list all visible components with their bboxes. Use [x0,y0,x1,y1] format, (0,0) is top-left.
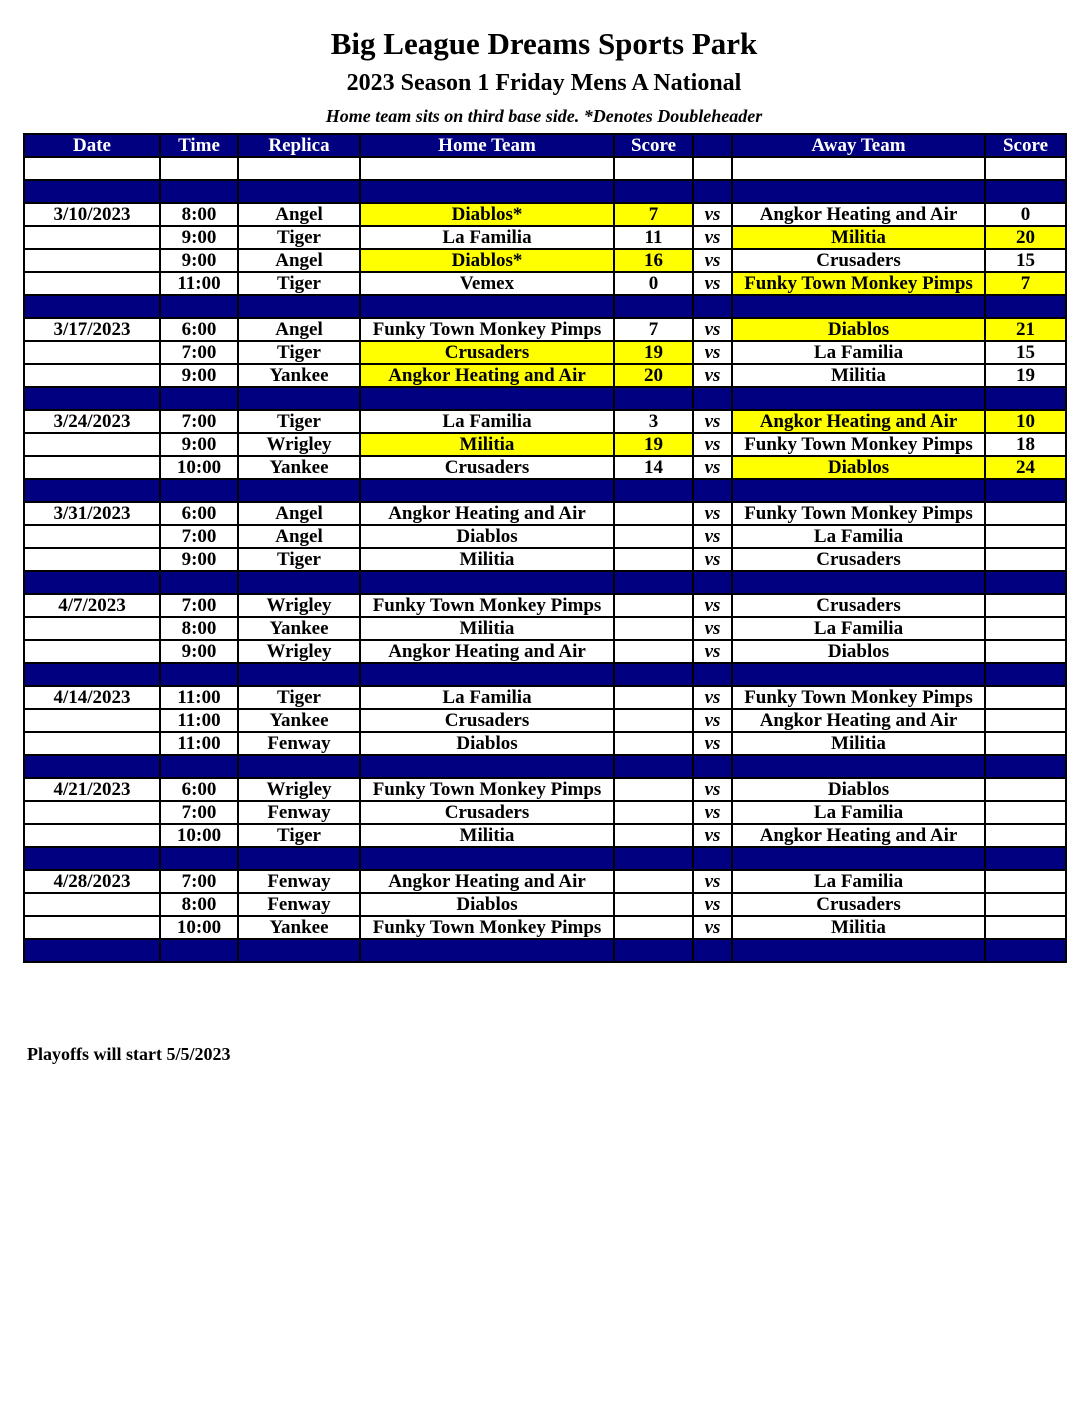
game-row [24,456,1066,479]
vs-cell: vs [693,249,732,272]
away-score-cell [985,617,1066,640]
vs-cell: vs [693,870,732,893]
away-team-cell: La Familia [732,801,985,824]
time-cell: 9:00 [160,226,238,249]
playoffs-note: Playoffs will start 5/5/2023 [27,1044,231,1064]
game-row [24,364,1066,387]
game-row [24,801,1066,824]
vs-cell: vs [693,709,732,732]
home-team-cell: Militia [360,824,614,847]
vs-cell: vs [693,617,732,640]
time-cell: 10:00 [160,824,238,847]
home-score-cell: 20 [614,364,693,387]
home-team-cell: Funky Town Monkey Pimps [360,594,614,617]
vs-cell: vs [693,502,732,525]
home-team-cell: Angkor Heating and Air [360,502,614,525]
home-team-cell: Diablos* [360,203,614,226]
doubleheader-note: Home team sits on third base side. *Denotes Doubleheader [325,106,763,126]
replica-cell: Angel [238,203,360,226]
game-row [24,824,1066,847]
away-score-cell [985,870,1066,893]
time-cell: 8:00 [160,203,238,226]
away-team-cell: Diablos [732,318,985,341]
home-score-cell [614,824,693,847]
game-row [24,870,1066,893]
vs-cell: vs [693,824,732,847]
date-cell [24,364,160,387]
time-cell: 6:00 [160,502,238,525]
game-row [24,732,1066,755]
time-cell: 9:00 [160,433,238,456]
home-team-cell: Angkor Heating and Air [360,640,614,663]
away-score-cell: 20 [985,226,1066,249]
replica-cell: Tiger [238,548,360,571]
away-score-cell: 15 [985,249,1066,272]
away-team-cell: Crusaders [732,893,985,916]
game-row [24,594,1066,617]
game-row [24,548,1066,571]
away-team-cell: Militia [732,226,985,249]
vs-cell: vs [693,525,732,548]
replica-header: Replica [238,134,360,157]
date-cell: 4/14/2023 [24,686,160,709]
week-separator-row [24,847,1066,870]
date-cell [24,525,160,548]
date-cell [24,249,160,272]
date-cell: 3/24/2023 [24,410,160,433]
home-score-cell: 7 [614,203,693,226]
away-score-cell [985,916,1066,939]
home-team-cell: Militia [360,548,614,571]
vs-cell: vs [693,410,732,433]
away-team-cell: Crusaders [732,594,985,617]
date-cell [24,824,160,847]
home-score-cell [614,916,693,939]
week-separator-row [24,755,1066,778]
vs-cell: vs [693,364,732,387]
vs-cell: vs [693,548,732,571]
away-score-cell: 7 [985,272,1066,295]
away-score-cell [985,732,1066,755]
replica-cell: Tiger [238,226,360,249]
home-score-cell: 0 [614,272,693,295]
time-cell: 11:00 [160,686,238,709]
date-cell [24,732,160,755]
home-team-cell: La Familia [360,686,614,709]
time-cell: 11:00 [160,272,238,295]
game-row [24,203,1066,226]
home-team-cell: Funky Town Monkey Pimps [360,916,614,939]
home-team-cell: Funky Town Monkey Pimps [360,318,614,341]
home-team-cell: La Familia [360,410,614,433]
home-team-cell: Angkor Heating and Air [360,870,614,893]
away-score-cell: 24 [985,456,1066,479]
vs-cell: vs [693,640,732,663]
date-cell: 4/7/2023 [24,594,160,617]
home-score-cell: 7 [614,318,693,341]
away-score-cell [985,548,1066,571]
date-cell [24,801,160,824]
replica-cell: Fenway [238,801,360,824]
home-score-cell [614,686,693,709]
away-score-header: Score [985,134,1066,157]
time-cell: 9:00 [160,364,238,387]
home-score-cell: 3 [614,410,693,433]
home-team-header: Home Team [360,134,614,157]
replica-cell: Angel [238,318,360,341]
time-cell: 6:00 [160,318,238,341]
away-score-cell: 21 [985,318,1066,341]
date-cell [24,617,160,640]
replica-cell: Yankee [238,617,360,640]
vs-header [693,134,732,157]
away-team-cell: Funky Town Monkey Pimps [732,272,985,295]
date-cell [24,893,160,916]
away-team-cell: La Familia [732,617,985,640]
away-score-cell [985,709,1066,732]
home-score-header: Score [614,134,693,157]
game-row [24,272,1066,295]
date-cell [24,433,160,456]
home-team-cell: Crusaders [360,341,614,364]
away-score-cell [985,824,1066,847]
away-team-cell: Militia [732,916,985,939]
replica-cell: Angel [238,249,360,272]
date-cell [24,456,160,479]
replica-cell: Yankee [238,916,360,939]
home-score-cell: 11 [614,226,693,249]
home-team-cell: Funky Town Monkey Pimps [360,778,614,801]
vs-cell: vs [693,893,732,916]
replica-cell: Wrigley [238,433,360,456]
time-header: Time [160,134,238,157]
replica-cell: Angel [238,502,360,525]
time-cell: 9:00 [160,249,238,272]
week-separator-row [24,663,1066,686]
time-cell: 9:00 [160,548,238,571]
vs-cell: vs [693,594,732,617]
date-cell: 4/21/2023 [24,778,160,801]
game-row [24,318,1066,341]
home-team-cell: Angkor Heating and Air [360,364,614,387]
time-cell: 9:00 [160,640,238,663]
away-team-cell: Funky Town Monkey Pimps [732,433,985,456]
vs-cell: vs [693,916,732,939]
home-score-cell: 16 [614,249,693,272]
game-row [24,410,1066,433]
away-team-cell: Angkor Heating and Air [732,203,985,226]
home-team-cell: Diablos [360,893,614,916]
week-separator-row [24,939,1066,962]
date-cell: 4/28/2023 [24,870,160,893]
home-team-cell: Vemex [360,272,614,295]
page-title: Big League Dreams Sports Park [330,26,758,61]
away-team-cell: Angkor Heating and Air [732,410,985,433]
replica-cell: Fenway [238,732,360,755]
away-score-cell [985,502,1066,525]
home-score-cell: 19 [614,433,693,456]
away-team-header: Away Team [732,134,985,157]
replica-cell: Tiger [238,824,360,847]
time-cell: 7:00 [160,801,238,824]
time-cell: 7:00 [160,870,238,893]
replica-cell: Tiger [238,410,360,433]
away-score-cell [985,893,1066,916]
home-score-cell [614,870,693,893]
time-cell: 7:00 [160,341,238,364]
replica-cell: Fenway [238,893,360,916]
away-team-cell: La Familia [732,870,985,893]
home-score-cell [614,732,693,755]
schedule-table [23,133,1067,963]
home-team-cell: Militia [360,433,614,456]
home-score-cell [614,617,693,640]
home-score-cell [614,548,693,571]
time-cell: 11:00 [160,709,238,732]
time-cell: 10:00 [160,916,238,939]
game-row [24,249,1066,272]
replica-cell: Wrigley [238,594,360,617]
away-score-cell: 0 [985,203,1066,226]
replica-cell: Fenway [238,870,360,893]
date-cell [24,548,160,571]
vs-cell: vs [693,732,732,755]
away-team-cell: Diablos [732,640,985,663]
time-cell: 7:00 [160,410,238,433]
date-cell: 3/10/2023 [24,203,160,226]
home-score-cell [614,801,693,824]
away-team-cell: Crusaders [732,548,985,571]
replica-cell: Yankee [238,709,360,732]
home-team-cell: Crusaders [360,456,614,479]
vs-cell: vs [693,686,732,709]
page-subtitle: 2023 Season 1 Friday Mens A National [346,70,742,96]
game-row [24,893,1066,916]
away-team-cell: Diablos [732,456,985,479]
vs-cell: vs [693,341,732,364]
vs-cell: vs [693,456,732,479]
home-score-cell: 19 [614,341,693,364]
time-cell: 11:00 [160,732,238,755]
away-score-cell: 18 [985,433,1066,456]
away-score-cell [985,686,1066,709]
week-separator-row [24,479,1066,502]
game-row [24,640,1066,663]
away-team-cell: La Familia [732,525,985,548]
date-cell: 3/31/2023 [24,502,160,525]
vs-cell: vs [693,203,732,226]
week-separator-row [24,180,1066,203]
game-row [24,778,1066,801]
home-score-cell [614,893,693,916]
away-team-cell: Militia [732,364,985,387]
away-score-cell [985,594,1066,617]
replica-cell: Tiger [238,272,360,295]
date-cell [24,226,160,249]
date-cell [24,341,160,364]
replica-cell: Yankee [238,364,360,387]
away-score-cell: 10 [985,410,1066,433]
away-team-cell: Funky Town Monkey Pimps [732,502,985,525]
replica-cell: Wrigley [238,778,360,801]
home-score-cell [614,525,693,548]
home-team-cell: Diablos* [360,249,614,272]
game-row [24,617,1066,640]
game-row [24,525,1066,548]
date-cell: 3/17/2023 [24,318,160,341]
week-separator-row [24,295,1066,318]
home-team-cell: Diablos [360,732,614,755]
home-score-cell [614,709,693,732]
vs-cell: vs [693,801,732,824]
time-cell: 7:00 [160,594,238,617]
home-score-cell [614,778,693,801]
home-score-cell [614,594,693,617]
replica-cell: Tiger [238,341,360,364]
away-score-cell [985,778,1066,801]
away-team-cell: Angkor Heating and Air [732,709,985,732]
away-score-cell: 15 [985,341,1066,364]
time-cell: 7:00 [160,525,238,548]
home-score-cell [614,502,693,525]
time-cell: 10:00 [160,456,238,479]
game-row [24,433,1066,456]
vs-cell: vs [693,778,732,801]
game-row [24,916,1066,939]
vs-cell: vs [693,318,732,341]
away-team-cell: Funky Town Monkey Pimps [732,686,985,709]
away-score-cell: 19 [985,364,1066,387]
away-team-cell: Angkor Heating and Air [732,824,985,847]
time-cell: 8:00 [160,893,238,916]
date-cell [24,640,160,663]
away-team-cell: Diablos [732,778,985,801]
away-score-cell [985,525,1066,548]
blank-row [24,157,1066,180]
date-cell [24,272,160,295]
home-team-cell: Diablos [360,525,614,548]
game-row [24,686,1066,709]
home-team-cell: Crusaders [360,801,614,824]
vs-cell: vs [693,272,732,295]
game-row [24,341,1066,364]
replica-cell: Angel [238,525,360,548]
vs-cell: vs [693,226,732,249]
time-cell: 6:00 [160,778,238,801]
date-cell [24,709,160,732]
game-row [24,709,1066,732]
away-score-cell [985,801,1066,824]
home-score-cell [614,640,693,663]
home-team-cell: La Familia [360,226,614,249]
away-team-cell: Militia [732,732,985,755]
home-team-cell: Militia [360,617,614,640]
replica-cell: Wrigley [238,640,360,663]
time-cell: 8:00 [160,617,238,640]
week-separator-row [24,571,1066,594]
date-cell [24,916,160,939]
header-row [24,134,1066,157]
game-row [24,226,1066,249]
week-separator-row [24,387,1066,410]
replica-cell: Tiger [238,686,360,709]
away-team-cell: La Familia [732,341,985,364]
replica-cell: Yankee [238,456,360,479]
vs-cell: vs [693,433,732,456]
away-score-cell [985,640,1066,663]
home-team-cell: Crusaders [360,709,614,732]
date-header: Date [24,134,160,157]
away-team-cell: Crusaders [732,249,985,272]
game-row [24,502,1066,525]
home-score-cell: 14 [614,456,693,479]
